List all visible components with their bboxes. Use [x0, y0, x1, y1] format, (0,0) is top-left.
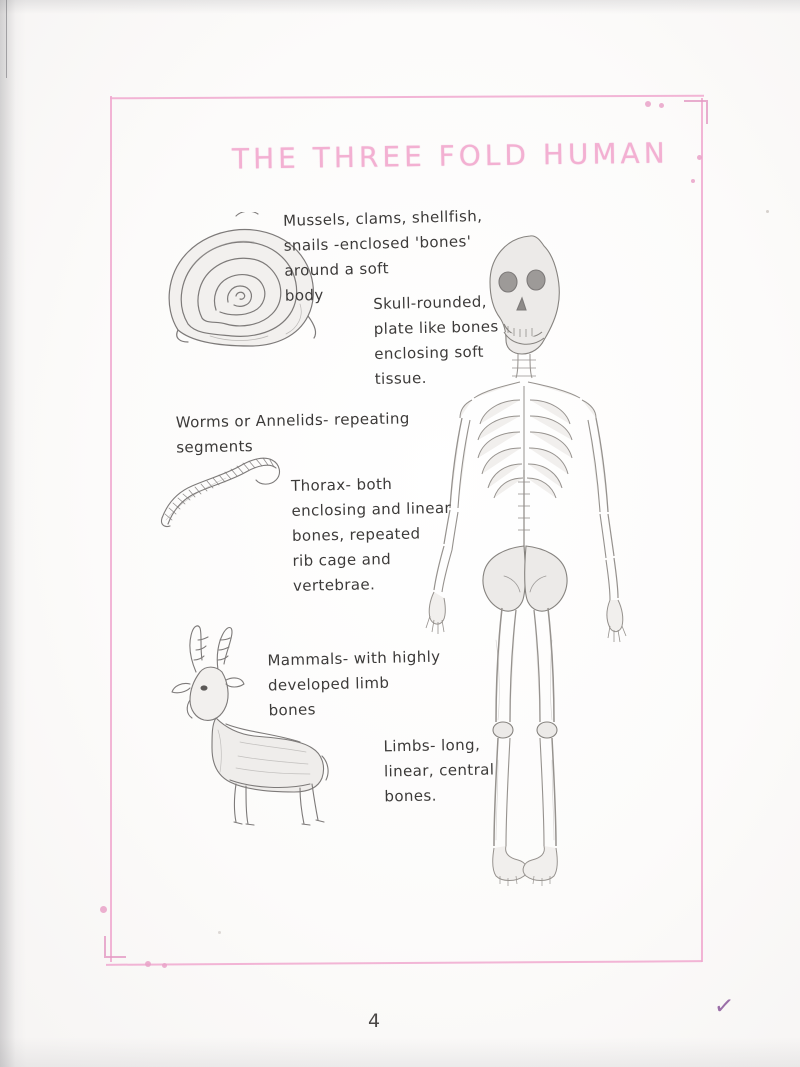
ink-dot	[697, 155, 702, 160]
check-mark-icon: ✓	[712, 991, 736, 1021]
note-thorax: Thorax- both enclosing and linear bones, repeated rib cage and vertebrae.	[290, 474, 452, 595]
note-mammals: Mammals- with highly developed limb bones	[267, 647, 441, 720]
page-left-edge-line	[6, 0, 7, 78]
note-mussels: Mussels, clams, shellfish, snails -enclosed 'bones' around a soft body	[282, 206, 483, 305]
border-right	[701, 98, 703, 962]
page-bottom-shadow	[0, 1037, 800, 1067]
ink-dot	[145, 961, 151, 967]
note-skull: Skull-rounded, plate like bones enclosing soft tissue.	[373, 292, 499, 388]
ink-dot	[100, 906, 107, 913]
note-worms: Worms or Annelids- repeating segments	[175, 409, 410, 457]
border-left	[110, 96, 112, 962]
ink-dot	[691, 179, 695, 183]
corner-mark-top-right	[684, 100, 708, 124]
corner-mark-bottom-left	[104, 936, 126, 958]
ink-dot	[162, 963, 167, 968]
note-limbs: Limbs- long, linear, central bones.	[383, 735, 495, 806]
ink-dot	[645, 101, 651, 107]
ink-dot	[766, 210, 769, 213]
page-number: 4	[368, 1010, 381, 1032]
page-left-shadow	[0, 0, 26, 1067]
ink-dot	[218, 931, 221, 934]
ink-dot	[659, 103, 664, 108]
page-top-shadow	[0, 0, 800, 14]
page-title: THE THREE FOLD HUMAN	[231, 136, 669, 176]
